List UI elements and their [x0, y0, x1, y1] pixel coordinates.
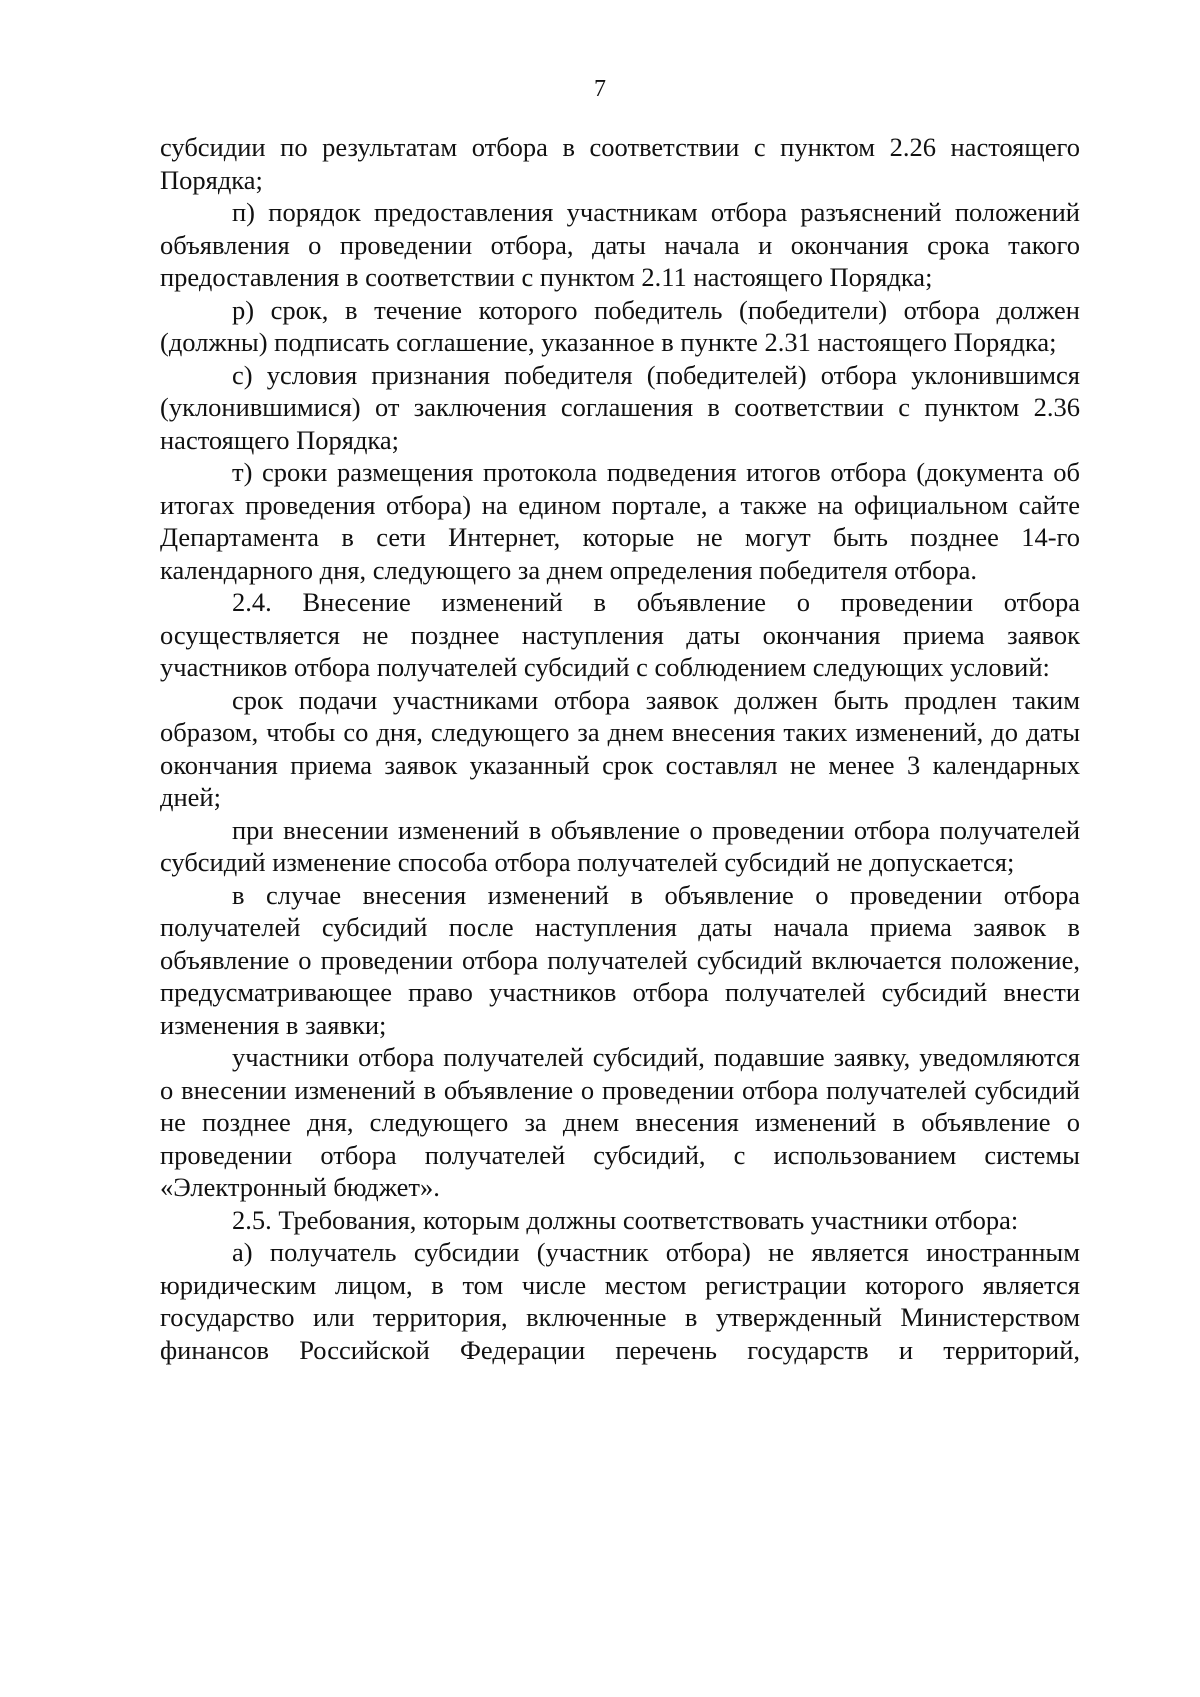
paragraph-condition-changes: в случае внесения изменений в объявление о проведении отбора получателей субсидий после наступления даты начала приема заявок в объявление о проведении отбора получателей субсидий включается положение, предусматривающее право участников отбора получателей субсидий внести изменения в заявки; [160, 879, 1080, 1040]
paragraph-item-p: п) порядок предоставления участникам отбора разъяснений положений объявления о проведении отбора, даты начала и окончания срока такого предоставления в соответствии с пунктом 2.11 настоящего Порядка; [160, 197, 1080, 292]
paragraph-continuation: субсидии по результатам отбора в соответствии с пунктом 2.26 настоящего Порядка; [160, 132, 1080, 195]
paragraph-condition-method: при внесении изменений в объявление о проведении отбора получателей субсидий изменение способа отбора получателей субсидий не допускается; [160, 814, 1080, 877]
paragraph-section-2-5: 2.5. Требования, которым должны соответствовать участники отбора: [232, 1204, 1019, 1235]
paragraph-condition-notification: участники отбора получателей субсидий, подавшие заявку, уведомляются о внесении изменений в объявление о проведении отбора получателей субсидий не позднее дня, следующего за днем внесения изменений в объявление о проведении отбора получателей субсидий, с использованием системы «Электронный бюджет». [160, 1042, 1080, 1202]
paragraph-item-a: а) получатель субсидии (участник отбора) не является иностранным юридическим лицом, в том числе местом регистрации которого является государство или территория, включенные в утвержденный Министерством финансов Российской Федерации перечень государств и территорий, [160, 1237, 1080, 1365]
document-body [160, 131, 1080, 1366]
page-number: 7 [594, 76, 606, 102]
paragraph-item-t: т) сроки размещения протокола подведения итогов отбора (документа об итогах проведения отбора) на едином портале, а также на официальном сайте Департамента в сети Интернет, которые не могут быть позднее 14-го календарного дня, следующего за днем определения победителя отбора. [160, 457, 1080, 585]
paragraph-item-r: р) срок, в течение которого победитель (победители) отбора должен (должны) подписать соглашение, указанное в пункте 2.31 настоящего Порядка; [160, 294, 1080, 357]
paragraph-condition-deadline: срок подачи участниками отбора заявок должен быть продлен таким образом, чтобы со дня, следующего за днем внесения таких изменений, до даты окончания приема заявок указанный срок составлял не менее 3 календарных дней; [160, 684, 1080, 812]
paragraph-item-s: с) условия признания победителя (победителей) отбора уклонившимся (уклонившимися) от заключения соглашения в соответствии с пунктом 2.36 настоящего Порядка; [160, 359, 1080, 455]
paragraph-section-2-4: 2.4. Внесение изменений в объявление о проведении отбора осуществляется не позднее наступления даты окончания приема заявок участников отбора получателей субсидий с соблюдением следующих условий: [160, 587, 1080, 682]
